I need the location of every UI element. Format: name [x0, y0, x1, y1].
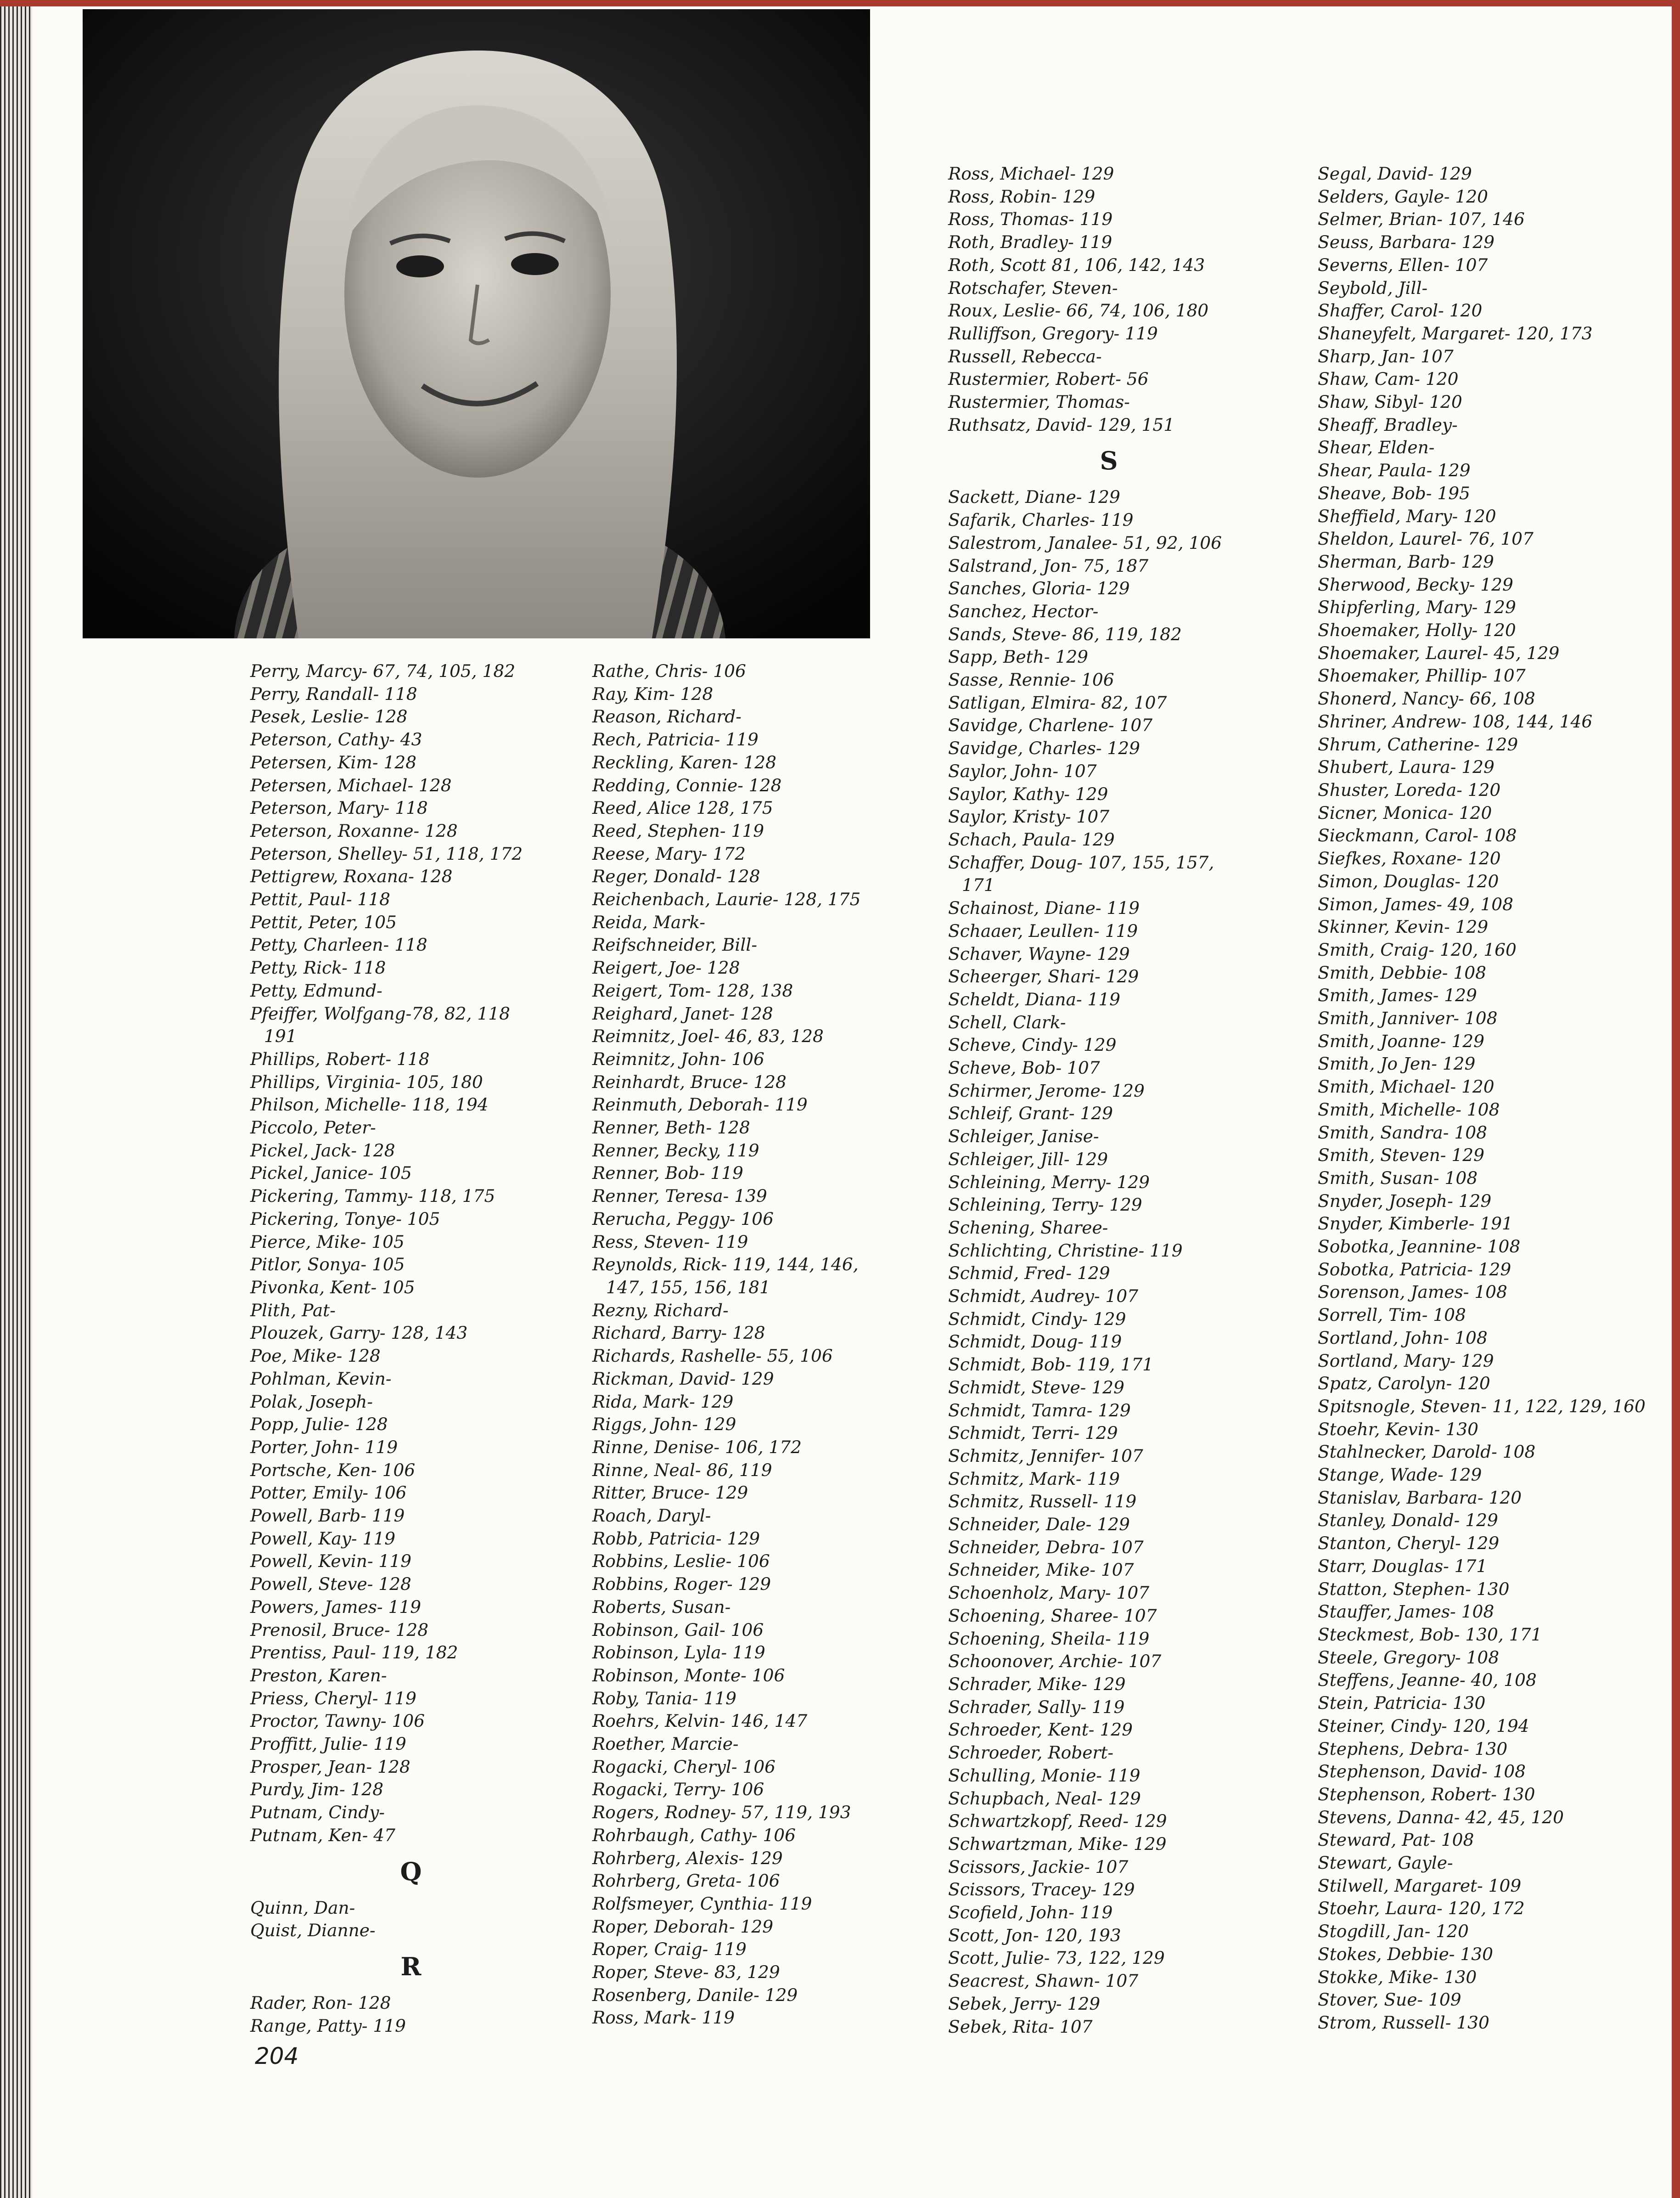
index-entry: Purdy, Jim- 128 — [250, 1779, 384, 1800]
index-entry: Pettigrew, Roxana- 128 — [250, 866, 453, 887]
index-entry: Scott, Jon- 120, 193 — [948, 1925, 1121, 1945]
index-entry: Renner, Bob- 119 — [592, 1163, 743, 1184]
index-entry: Siefkes, Roxane- 120 — [1318, 848, 1501, 869]
index-entry: Shuster, Loreda- 120 — [1318, 779, 1501, 800]
index-entry: Prentiss, Paul- 119, 182 — [250, 1642, 458, 1663]
index-entry: Reger, Donald- 128 — [592, 866, 760, 887]
index-entry: Pickel, Jack- 128 — [250, 1140, 395, 1161]
index-entry: Rolfsmeyer, Cynthia- 119 — [592, 1893, 812, 1914]
index-entry: Stephenson, David- 108 — [1318, 1761, 1526, 1782]
index-entry: Schwartzman, Mike- 129 — [948, 1833, 1167, 1854]
index-entry: Renner, Teresa- 139 — [592, 1186, 767, 1206]
index-entry: Simon, James- 49, 108 — [1318, 894, 1513, 914]
index-entry: Pivonka, Kent- 105 — [250, 1277, 415, 1297]
index-entry: Smith, Susan- 108 — [1318, 1167, 1478, 1188]
index-entry: Riggs, John- 129 — [592, 1414, 736, 1435]
index-entry: Schroeder, Robert- — [948, 1742, 1114, 1763]
index-entry: Portsche, Ken- 106 — [250, 1460, 416, 1480]
index-entry: Potter, Emily- 106 — [250, 1482, 407, 1503]
index-entry: Schneider, Dale- 129 — [948, 1514, 1130, 1535]
index-entry: Putnam, Cindy- — [250, 1802, 385, 1823]
index-entry: Stevens, Danna- 42, 45, 120 — [1318, 1807, 1564, 1827]
index-entry: Schmitz, Mark- 119 — [948, 1468, 1120, 1489]
index-entry: Reason, Richard- — [592, 706, 742, 727]
index-entry: Roth, Bradley- 119 — [948, 232, 1113, 253]
index-entry: Quinn, Dan- — [250, 1897, 355, 1918]
index-entry: Starr, Douglas- 171 — [1318, 1556, 1488, 1576]
index-entry: Shaneyfelt, Margaret- 120, 173 — [1318, 323, 1593, 344]
index-entry: Safarik, Charles- 119 — [948, 510, 1134, 530]
index-entry: Schrader, Sally- 119 — [948, 1696, 1125, 1717]
index-entry: Schirmer, Jerome- 129 — [948, 1080, 1145, 1101]
index-entry: Rosenberg, Danile- 129 — [592, 1984, 798, 2005]
index-entry: Schening, Sharee- — [948, 1217, 1108, 1238]
index-entry: Phillips, Virginia- 105, 180 — [250, 1071, 483, 1092]
index-entry: Sheldon, Laurel- 76, 107 — [1318, 529, 1534, 549]
index-entry: Pitlor, Sonya- 105 — [250, 1254, 405, 1275]
index-entry: Sorenson, James- 108 — [1318, 1282, 1507, 1302]
index-entry: Schoening, Sheila- 119 — [948, 1628, 1150, 1649]
index-entry: Reifschneider, Bill- — [592, 935, 758, 955]
index-entry: Rustermier, Thomas- — [948, 392, 1130, 412]
index-entry: Selders, Gayle- 120 — [1318, 186, 1488, 207]
book-cover-right-edge — [1672, 0, 1680, 2198]
index-entry: Shubert, Laura- 129 — [1318, 757, 1495, 778]
index-entry: Schaver, Wayne- 129 — [948, 943, 1130, 964]
index-entry: Stange, Wade- 129 — [1318, 1465, 1482, 1485]
index-entry: Schneider, Debra- 107 — [948, 1537, 1144, 1557]
index-entry: Schoonover, Archie- 107 — [948, 1651, 1162, 1672]
index-entry: Sortland, John- 108 — [1318, 1327, 1488, 1348]
index-entry: Strom, Russell- 130 — [1318, 2012, 1489, 2033]
index-entry: Schmidt, Doug- 119 — [948, 1331, 1122, 1352]
index-entry: Powell, Kay- 119 — [250, 1528, 396, 1549]
index-entry: Roether, Marcie- — [592, 1734, 739, 1754]
index-entry: Sobotka, Patricia- 129 — [1318, 1259, 1511, 1279]
index-entry: Sands, Steve- 86, 119, 182 — [948, 624, 1182, 644]
index-entry: Piccolo, Peter- — [250, 1117, 376, 1138]
index-entry: Peterson, Cathy- 43 — [250, 729, 422, 750]
index-entry: Robbins, Leslie- 106 — [592, 1551, 770, 1572]
index-entry: Schmidt, Bob- 119, 171 — [948, 1354, 1154, 1375]
index-entry: Rohrberg, Greta- 106 — [592, 1871, 780, 1891]
index-entry: Peterson, Shelley- 51, 118, 172 — [250, 843, 523, 864]
index-entry: Stilwell, Margaret- 109 — [1318, 1875, 1522, 1896]
index-entry: Pickering, Tonye- 105 — [250, 1208, 440, 1229]
index-entry: Rustermier, Robert- 56 — [948, 369, 1149, 389]
index-entry: Stanton, Cheryl- 129 — [1318, 1533, 1500, 1554]
index-entry: Rerucha, Peggy- 106 — [592, 1208, 774, 1229]
index-entry: Proffitt, Julie- 119 — [250, 1734, 406, 1754]
index-entry: Sackett, Diane- 129 — [948, 487, 1120, 507]
index-entry: Reynolds, Rick- 119, 144, 146, — [592, 1254, 859, 1275]
index-entry: Reinhardt, Bruce- 128 — [592, 1071, 787, 1092]
index-entry: Schleining, Merry- 129 — [948, 1172, 1150, 1192]
index-entry: Seybold, Jill- — [1318, 277, 1428, 298]
index-entry: Roper, Deborah- 129 — [592, 1916, 774, 1937]
index-column-3 — [948, 163, 1270, 2038]
index-entry: Ross, Mark- 119 — [592, 2007, 735, 2028]
index-entry: Renner, Becky, 119 — [592, 1140, 759, 1161]
index-entry: Polak, Joseph- — [250, 1391, 373, 1412]
index-entry: Powell, Steve- 128 — [250, 1574, 411, 1595]
index-entry: Schach, Paula- 129 — [948, 829, 1115, 850]
index-entry: Petty, Edmund- — [250, 980, 382, 1001]
index-entry-continuation: 171 — [962, 875, 995, 896]
index-entry: Sebek, Rita- 107 — [948, 2016, 1093, 2037]
index-entry: Schmidt, Audrey- 107 — [948, 1286, 1139, 1307]
index-entry: Scott, Julie- 73, 122, 129 — [948, 1948, 1165, 1968]
index-entry: Shear, Paula- 129 — [1318, 460, 1471, 481]
index-entry: Steward, Pat- 108 — [1318, 1830, 1474, 1850]
index-entry: Proctor, Tawny- 106 — [250, 1711, 425, 1731]
index-entry: Smith, Debbie- 108 — [1318, 962, 1486, 983]
index-entry: Schmitz, Jennifer- 107 — [948, 1445, 1143, 1466]
index-entry: Rezny, Richard- — [592, 1300, 729, 1320]
index-entry: Ress, Steven- 119 — [592, 1231, 748, 1252]
index-entry: Rohrbaugh, Cathy- 106 — [592, 1825, 796, 1845]
index-entry: Prenosil, Bruce- 128 — [250, 1619, 429, 1640]
index-entry-continuation: 147, 155, 156, 181 — [606, 1277, 770, 1297]
index-entry: Reimnitz, Joel- 46, 83, 128 — [592, 1026, 824, 1047]
index-entry: Stephenson, Robert- 130 — [1318, 1784, 1535, 1804]
index-entry: Quist, Dianne- — [250, 1920, 376, 1941]
index-entry: Roth, Scott 81, 106, 142, 143 — [948, 254, 1205, 275]
index-entry: Porter, John- 119 — [250, 1437, 398, 1457]
index-entry: Sheaff, Bradley- — [1318, 414, 1458, 435]
index-entry: Russell, Rebecca- — [948, 346, 1102, 366]
index-entry: Sebek, Jerry- 129 — [948, 1993, 1101, 2014]
index-entry: Shoemaker, Phillip- 107 — [1318, 665, 1526, 686]
index-entry: Perry, Marcy- 67, 74, 105, 182 — [250, 661, 516, 681]
index-entry: Powell, Kevin- 119 — [250, 1551, 412, 1572]
index-entry: Shipferling, Mary- 129 — [1318, 597, 1516, 618]
index-entry: Robinson, Monte- 106 — [592, 1665, 785, 1685]
index-entry: Pohlman, Kevin- — [250, 1368, 392, 1389]
index-entry: Peterson, Mary- 118 — [250, 798, 428, 818]
index-entry: Redding, Connie- 128 — [592, 775, 782, 795]
index-entry: Stanley, Donald- 129 — [1318, 1510, 1498, 1531]
index-entry: Rader, Ron- 128 — [250, 1992, 391, 2013]
index-entry: Scissors, Tracey- 129 — [948, 1879, 1135, 1900]
index-entry: Putnam, Ken- 47 — [250, 1825, 396, 1845]
index-entry: Roberts, Susan- — [592, 1596, 731, 1617]
index-entry: Pettit, Peter, 105 — [250, 912, 397, 932]
index-entry: Robinson, Lyla- 119 — [592, 1642, 765, 1663]
index-entry: Smith, Janniver- 108 — [1318, 1008, 1498, 1029]
index-entry: Smith, Steven- 129 — [1318, 1145, 1484, 1166]
index-entry: Sortland, Mary- 129 — [1318, 1350, 1494, 1371]
index-entry: Rech, Patricia- 119 — [592, 729, 759, 750]
index-entry: Salstrand, Jon- 75, 187 — [948, 555, 1149, 576]
index-entry: Schupbach, Neal- 129 — [948, 1788, 1141, 1809]
index-entry: Stogdill, Jan- 120 — [1318, 1921, 1469, 1942]
index-column-1 — [250, 660, 572, 2037]
index-entry: Robbins, Roger- 129 — [592, 1574, 771, 1595]
index-entry: Scheve, Bob- 107 — [948, 1058, 1100, 1078]
index-entry: Spitsnogle, Steven- 11, 122, 129, 160 — [1318, 1396, 1646, 1416]
index-entry: Schleiger, Janise- — [948, 1126, 1099, 1147]
index-entry: Snyder, Joseph- 129 — [1318, 1190, 1492, 1211]
index-entry: Schlichting, Christine- 119 — [948, 1240, 1183, 1261]
index-entry: Ray, Kim- 128 — [592, 683, 714, 704]
index-entry: Sorrell, Tim- 108 — [1318, 1305, 1466, 1325]
index-entry: Sicner, Monica- 120 — [1318, 802, 1492, 823]
index-entry: Philson, Michelle- 118, 194 — [250, 1094, 489, 1115]
index-entry: Plith, Pat- — [250, 1300, 336, 1320]
index-entry: Schmidt, Steve- 129 — [948, 1377, 1124, 1398]
index-entry: Severns, Ellen- 107 — [1318, 254, 1488, 275]
book-cover-top-edge — [0, 0, 1680, 6]
index-entry: Stokes, Debbie- 130 — [1318, 1944, 1493, 1964]
index-entry: Pesek, Leslie- 128 — [250, 706, 408, 727]
index-entry: Reese, Mary- 172 — [592, 843, 746, 864]
index-entry: Petersen, Michael- 128 — [250, 775, 452, 795]
index-entry: Scheve, Cindy- 129 — [948, 1035, 1117, 1055]
index-entry: Schleining, Terry- 129 — [948, 1195, 1142, 1215]
index-entry: Scheerger, Shari- 129 — [948, 966, 1139, 987]
index-entry: Snyder, Kimberle- 191 — [1318, 1213, 1513, 1234]
index-entry: Rinne, Neal- 86, 119 — [592, 1460, 772, 1480]
index-entry: Scofield, John- 119 — [948, 1902, 1113, 1923]
index-entry: Richards, Rashelle- 55, 106 — [592, 1346, 833, 1366]
index-entry: Rohrberg, Alexis- 129 — [592, 1848, 783, 1868]
index-entry: Stein, Patricia- 130 — [1318, 1693, 1486, 1713]
index-entry: Prosper, Jean- 128 — [250, 1756, 410, 1777]
index-entry: Schulling, Monie- 119 — [948, 1765, 1141, 1786]
index-entry: Ruthsatz, David- 129, 151 — [948, 414, 1175, 435]
index-entry: Stokke, Mike- 130 — [1318, 1967, 1477, 1987]
index-entry: Shoemaker, Holly- 120 — [1318, 620, 1516, 641]
index-entry: Stoehr, Laura- 120, 172 — [1318, 1898, 1525, 1919]
index-entry: Rinne, Denise- 106, 172 — [592, 1437, 802, 1457]
index-entry: Rickman, David- 129 — [592, 1368, 774, 1389]
index-entry: Schell, Clark- — [948, 1012, 1066, 1032]
index-entry: Reida, Mark- — [592, 912, 706, 932]
index-entry: Segal, David- 129 — [1318, 163, 1472, 184]
index-entry: Smith, Michael- 120 — [1318, 1076, 1495, 1097]
index-entry: Reighard, Janet- 128 — [592, 1003, 773, 1024]
index-entry: Schoening, Sharee- 107 — [948, 1605, 1157, 1626]
index-entry: Schmidt, Cindy- 129 — [948, 1308, 1126, 1329]
index-entry: Savidge, Charles- 129 — [948, 738, 1140, 759]
index-entry: Schoenholz, Mary- 107 — [948, 1583, 1150, 1603]
index-entry: Sherwood, Becky- 129 — [1318, 574, 1513, 595]
index-entry: Saylor, John- 107 — [948, 761, 1097, 781]
index-entry: Robinson, Gail- 106 — [592, 1619, 764, 1640]
index-entry: Peterson, Roxanne- 128 — [250, 820, 458, 841]
index-entry: Sheffield, Mary- 120 — [1318, 506, 1496, 526]
index-entry: Stoehr, Kevin- 130 — [1318, 1419, 1479, 1439]
index-entry: Richard, Barry- 128 — [592, 1323, 765, 1343]
index-entry: Petersen, Kim- 128 — [250, 752, 417, 772]
section-letter-heading: R — [400, 1951, 421, 1981]
index-entry: Statton, Stephen- 130 — [1318, 1578, 1510, 1599]
index-entry: Pickel, Janice- 105 — [250, 1163, 412, 1184]
index-entry: Shonerd, Nancy- 66, 108 — [1318, 688, 1535, 709]
index-entry: Sanchez, Hector- — [948, 601, 1099, 621]
index-entry: Selmer, Brian- 107, 146 — [1318, 209, 1525, 230]
index-entry: Stewart, Gayle- — [1318, 1853, 1453, 1873]
index-entry: Sapp, Beth- 129 — [948, 647, 1089, 667]
index-entry: Smith, Sandra- 108 — [1318, 1122, 1487, 1143]
index-column-2 — [592, 660, 914, 2029]
index-entry: Reed, Alice 128, 175 — [592, 798, 773, 818]
index-entry: Shaw, Cam- 120 — [1318, 369, 1459, 389]
index-entry: Sieckmann, Carol- 108 — [1318, 825, 1517, 846]
index-entry: Scissors, Jackie- 107 — [948, 1856, 1129, 1877]
index-entry: Schroeder, Kent- 129 — [948, 1719, 1133, 1740]
index-entry: Sheave, Bob- 195 — [1318, 483, 1470, 503]
index-entry: Schrader, Mike- 129 — [948, 1674, 1126, 1694]
book-page-edges — [0, 0, 32, 2198]
index-entry: Steele, Gregory- 108 — [1318, 1647, 1500, 1668]
index-entry: Rogacki, Terry- 106 — [592, 1779, 764, 1800]
page-number: 204 — [255, 2043, 299, 2069]
index-entry: Schmid, Fred- 129 — [948, 1263, 1110, 1284]
index-entry: Schaaer, Leullen- 119 — [948, 920, 1138, 941]
index-entry: Shriner, Andrew- 108, 144, 146 — [1318, 711, 1593, 732]
index-entry: Robb, Patricia- 129 — [592, 1528, 760, 1549]
index-entry: Ross, Thomas- 119 — [948, 209, 1113, 230]
index-entry: Roper, Craig- 119 — [592, 1939, 747, 1960]
index-entry: Schleif, Grant- 129 — [948, 1103, 1113, 1124]
index-entry: Schleiger, Jill- 129 — [948, 1149, 1108, 1169]
student-portrait-photo — [83, 9, 870, 638]
index-entry: Smith, Michelle- 108 — [1318, 1099, 1500, 1120]
index-entry: Pierce, Mike- 105 — [250, 1231, 405, 1252]
index-entry: Reed, Stephen- 119 — [592, 820, 764, 841]
index-entry: Rathe, Chris- 106 — [592, 661, 746, 681]
index-entry: Sobotka, Jeannine- 108 — [1318, 1236, 1521, 1257]
index-entry: Reigert, Joe- 128 — [592, 958, 740, 978]
index-entry: Rogacki, Cheryl- 106 — [592, 1756, 776, 1777]
index-entry: Salestrom, Janalee- 51, 92, 106 — [948, 532, 1222, 553]
index-entry: Smith, Jo Jen- 129 — [1318, 1054, 1476, 1074]
index-entry: Saylor, Kristy- 107 — [948, 806, 1110, 827]
index-entry: Powers, James- 119 — [250, 1596, 421, 1617]
index-entry: Stover, Sue- 109 — [1318, 1989, 1461, 2010]
index-entry: Stauffer, James- 108 — [1318, 1601, 1495, 1622]
index-entry: Ross, Robin- 129 — [948, 186, 1096, 207]
index-entry: Shoemaker, Laurel- 45, 129 — [1318, 642, 1560, 663]
index-entry: Schmitz, Russell- 119 — [948, 1491, 1137, 1512]
index-entry: Stanislav, Barbara- 120 — [1318, 1487, 1522, 1508]
section-letter-heading: S — [1100, 446, 1118, 476]
index-entry: Shear, Elden- — [1318, 437, 1435, 458]
index-entry: Roby, Tania- 119 — [592, 1688, 736, 1708]
index-entry: Steffens, Jeanne- 40, 108 — [1318, 1670, 1537, 1691]
index-entry: Pfeiffer, Wolfgang-78, 82, 118 — [250, 1003, 511, 1024]
index-entry: Schwartzkopf, Reed- 129 — [948, 1811, 1167, 1832]
index-entry: Roper, Steve- 83, 129 — [592, 1962, 780, 1983]
index-entry-continuation: 191 — [264, 1026, 297, 1047]
index-entry: Spatz, Carolyn- 120 — [1318, 1373, 1490, 1394]
index-entry: Priess, Cheryl- 119 — [250, 1688, 416, 1708]
index-entry: Sanches, Gloria- 129 — [948, 578, 1130, 599]
index-entry: Poe, Mike- 128 — [250, 1346, 381, 1366]
index-entry: Renner, Beth- 128 — [592, 1117, 750, 1138]
index-entry: Schneider, Mike- 107 — [948, 1560, 1134, 1580]
index-entry: Scheldt, Diana- 119 — [948, 989, 1121, 1009]
index-entry: Seuss, Barbara- 129 — [1318, 232, 1495, 253]
index-entry: Skinner, Kevin- 129 — [1318, 917, 1489, 937]
index-entry: Powell, Barb- 119 — [250, 1505, 405, 1526]
index-entry: Ross, Michael- 129 — [948, 163, 1114, 184]
index-entry: Perry, Randall- 118 — [250, 683, 417, 704]
index-entry: Satligan, Elmira- 82, 107 — [948, 692, 1167, 713]
index-entry: Ritter, Bruce- 129 — [592, 1482, 748, 1503]
index-entry: Stahlnecker, Darold- 108 — [1318, 1442, 1536, 1462]
index-entry: Sharp, Jan- 107 — [1318, 346, 1454, 366]
index-entry: Reinmuth, Deborah- 119 — [592, 1094, 808, 1115]
index-entry: Steckmest, Bob- 130, 171 — [1318, 1624, 1542, 1645]
index-entry: Schmidt, Terri- 129 — [948, 1423, 1118, 1443]
index-entry: Saylor, Kathy- 129 — [948, 783, 1108, 804]
index-entry: Smith, Craig- 120, 160 — [1318, 939, 1517, 960]
index-entry: Plouzek, Garry- 128, 143 — [250, 1323, 468, 1343]
index-entry: Savidge, Charlene- 107 — [948, 715, 1153, 736]
index-entry: Popp, Julie- 128 — [250, 1414, 388, 1435]
index-entry: Schainost, Diane- 119 — [948, 898, 1140, 919]
index-entry: Petty, Rick- 118 — [250, 958, 386, 978]
index-entry: Reckling, Karen- 128 — [592, 752, 776, 772]
index-entry: Shrum, Catherine- 129 — [1318, 734, 1518, 755]
index-entry: Seacrest, Shawn- 107 — [948, 1971, 1139, 1991]
index-entry: Rotschafer, Steven- — [948, 277, 1118, 298]
index-entry: Smith, Joanne- 129 — [1318, 1031, 1484, 1051]
index-entry: Rulliffson, Gregory- 119 — [948, 323, 1158, 344]
index-entry: Smith, James- 129 — [1318, 985, 1477, 1006]
index-entry: Roux, Leslie- 66, 74, 106, 180 — [948, 300, 1209, 321]
index-entry: Reichenbach, Laurie- 128, 175 — [592, 889, 861, 910]
index-entry: Preston, Karen- — [250, 1665, 387, 1685]
section-letter-heading: Q — [400, 1856, 422, 1886]
index-entry: Schaffer, Doug- 107, 155, 157, — [948, 852, 1214, 873]
index-entry: Range, Patty- 119 — [250, 2015, 406, 2036]
index-entry: Reimnitz, John- 106 — [592, 1048, 764, 1069]
index-entry: Schmidt, Tamra- 129 — [948, 1400, 1131, 1420]
index-entry: Shaw, Sibyl- 120 — [1318, 392, 1462, 412]
index-entry: Stephens, Debra- 130 — [1318, 1738, 1508, 1759]
index-entry: Reigert, Tom- 128, 138 — [592, 980, 793, 1001]
index-entry: Pettit, Paul- 118 — [250, 889, 390, 910]
index-entry: Roehrs, Kelvin- 146, 147 — [592, 1711, 808, 1731]
index-entry: Roach, Daryl- — [592, 1505, 711, 1526]
index-entry: Simon, Douglas- 120 — [1318, 871, 1499, 891]
index-entry: Rida, Mark- 129 — [592, 1391, 734, 1412]
index-entry: Petty, Charleen- 118 — [250, 935, 427, 955]
index-entry: Phillips, Robert- 118 — [250, 1048, 430, 1069]
index-entry: Rogers, Rodney- 57, 119, 193 — [592, 1802, 851, 1823]
index-entry: Steiner, Cindy- 120, 194 — [1318, 1715, 1529, 1736]
index-entry: Pickering, Tammy- 118, 175 — [250, 1186, 495, 1206]
index-entry: Sherman, Barb- 129 — [1318, 551, 1494, 572]
index-column-4 — [1318, 163, 1658, 2035]
index-entry: Shaffer, Carol- 120 — [1318, 300, 1483, 321]
index-entry: Sasse, Rennie- 106 — [948, 670, 1114, 690]
